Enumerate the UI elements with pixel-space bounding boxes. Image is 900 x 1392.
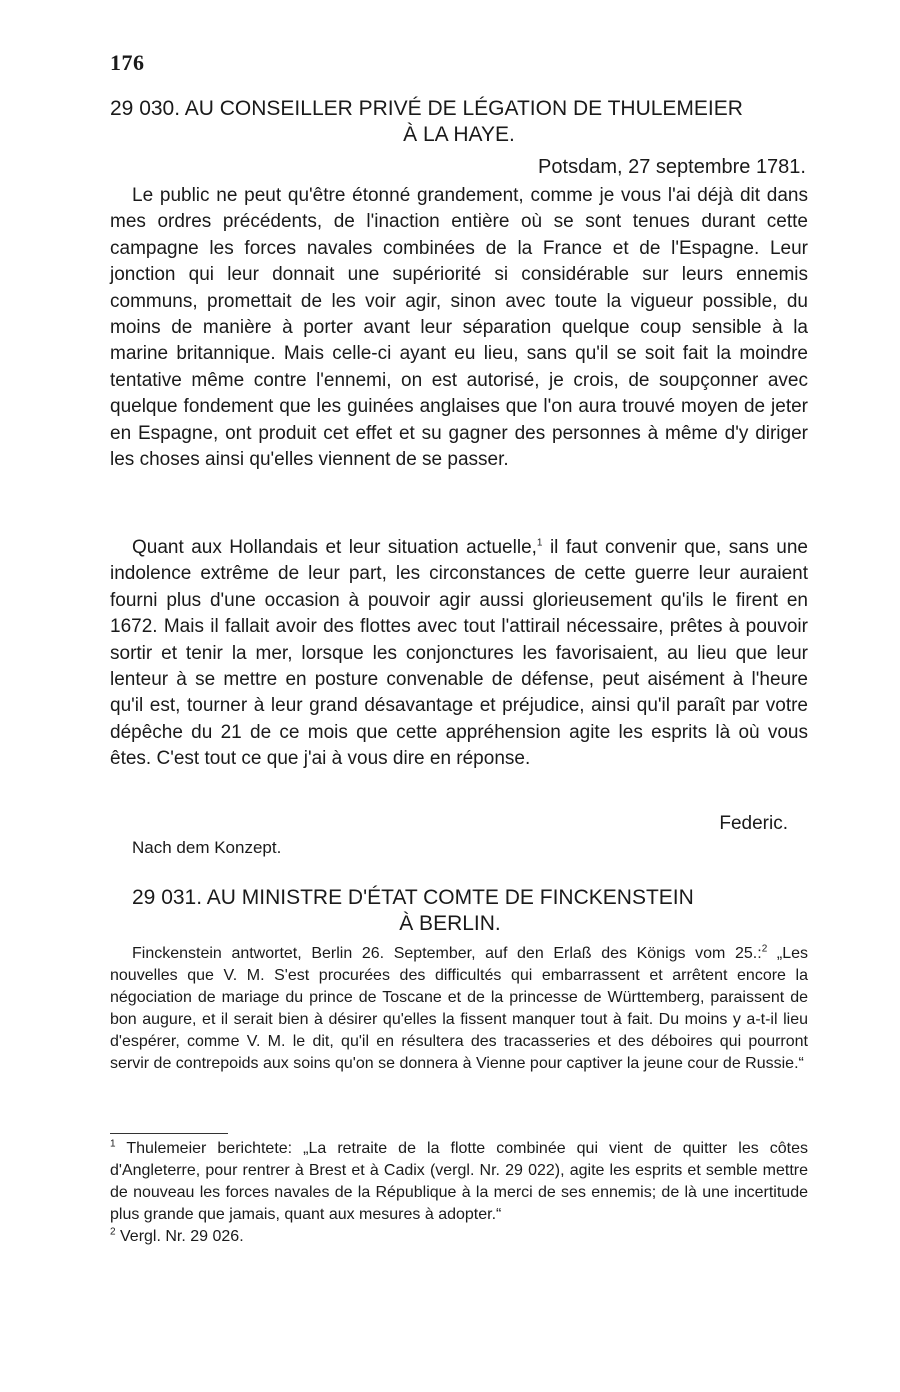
- heading-line: 29 031. AU MINISTRE D'ÉTAT COMTE DE FINCKENSTEIN: [132, 886, 694, 909]
- letter-summary: [110, 943, 808, 1075]
- dateline: Potsdam, 27 septembre 1781.: [538, 156, 806, 178]
- summary-text: Finckenstein antwortet, Berlin 26. September, auf den Erlaß des Königs vom 25.:: [132, 945, 762, 962]
- page-number: 176: [110, 50, 145, 75]
- heading-line: À LA HAYE.: [403, 123, 515, 146]
- letter-paragraph: [110, 535, 808, 773]
- summary-text: „Les nouvelles que V. M. S'est procurées des difficultés qui embarrassent et arrêtent encore la négociation de mariage du prince de Toscane et de la princesse de Württemberg, paraissent de bon augure, et il serait bien à désirer qu'elles la fissent manquer tout à fait. Du moins y a-t-il lieu d'espérer, comme V. M. le dit, qu'il en résultera des tracasseries et des déboires qui pourront servir de contrepoids aux soins qu'on se donnera à Vienne pour captiver la jeune cour de Russie.“: [110, 945, 808, 1072]
- letter-heading-29031: [132, 885, 808, 937]
- heading-line: À BERLIN.: [399, 912, 501, 935]
- footnote-marker: 1: [536, 537, 543, 549]
- footnote-marker: 2: [110, 1226, 116, 1238]
- footnote-text: Thulemeier berichtete: „La retraite de la flotte combinée qui vient de quitter les côtes d'Angleterre, pour rentrer à Brest et à Cadix (vergl. Nr. 29 022), agite les esprits et semble mettre de nouveau les forces navales de la République à la merci de ses ennemis; de là une incertitude plus grande que jamais, quant aux mesures à adopter.“: [110, 1140, 808, 1223]
- footnote-marker: 2: [761, 943, 768, 955]
- letter-paragraph: Le public ne peut qu'être étonné grandement, comme je vous l'ai déjà dit dans mes ordres précédents, de l'inaction entière où se sont tenues durant cette campagne les forces navales combinées de la France et de l'Espagne. Leur jonction qui leur donnait une supériorité si considérable sur leurs ennemis communs, promettait de les voir agir, sinon avec toute la vigueur possible, du moins de manière à porter avant leur séparation quelque coup sensible à la marine britannique. Mais celle-ci ayant eu lieu, sans qu'il se soit fait la moindre tentative même contre l'ennemi, on est autorisé, je crois, de soupçonner avec quelque fondement que les guinées anglaises que l'on aura trouvé moyen de jeter en Espagne, ont produit cet effet et su gagner des personnes à même d'y diriger les choses ainsi qu'elles viennent de se passer.: [110, 185, 808, 471]
- heading-line: 29 030. AU CONSEILLER PRIVÉ DE LÉGATION DE THULEMEIER: [110, 97, 743, 120]
- footnote-marker: 1: [110, 1138, 116, 1150]
- footnote: [110, 1226, 808, 1248]
- footnote: [110, 1138, 808, 1226]
- paragraph-text: il faut convenir que, sans une indolence extrême de leur part, les circonstances de cette guerre leur auraient fourni plus d'une occasion à pouvoir agir aussi glorieusement qu'ils le firent en 1672. Mais il fallait avoir des flottes avec tout l'attirail nécessaire, prêtes à pouvoir sortir et tenir la mer, lorsque les conjonctures les favorisaient, au lieu que leur lenteur à se mettre en posture convenable de défense, peut aisément à l'heure qu'il est, tourner à leur grand désavantage et préjudice, ainsi qu'il paraît par votre dépêche du 21 de ce mois que cette appréhension agite les esprits là où vous êtes. C'est tout ce que j'ai à vous dire en réponse.: [110, 537, 808, 770]
- letter-heading-29030: [110, 96, 808, 148]
- footnote-divider: [110, 1133, 228, 1134]
- source-note: Nach dem Konzept.: [132, 838, 282, 857]
- signature: Federic.: [719, 813, 788, 834]
- footnote-text: Vergl. Nr. 29 026.: [115, 1228, 244, 1245]
- footnotes: [110, 1138, 808, 1248]
- paragraph-text: Quant aux Hollandais et leur situation actuelle,: [132, 537, 537, 558]
